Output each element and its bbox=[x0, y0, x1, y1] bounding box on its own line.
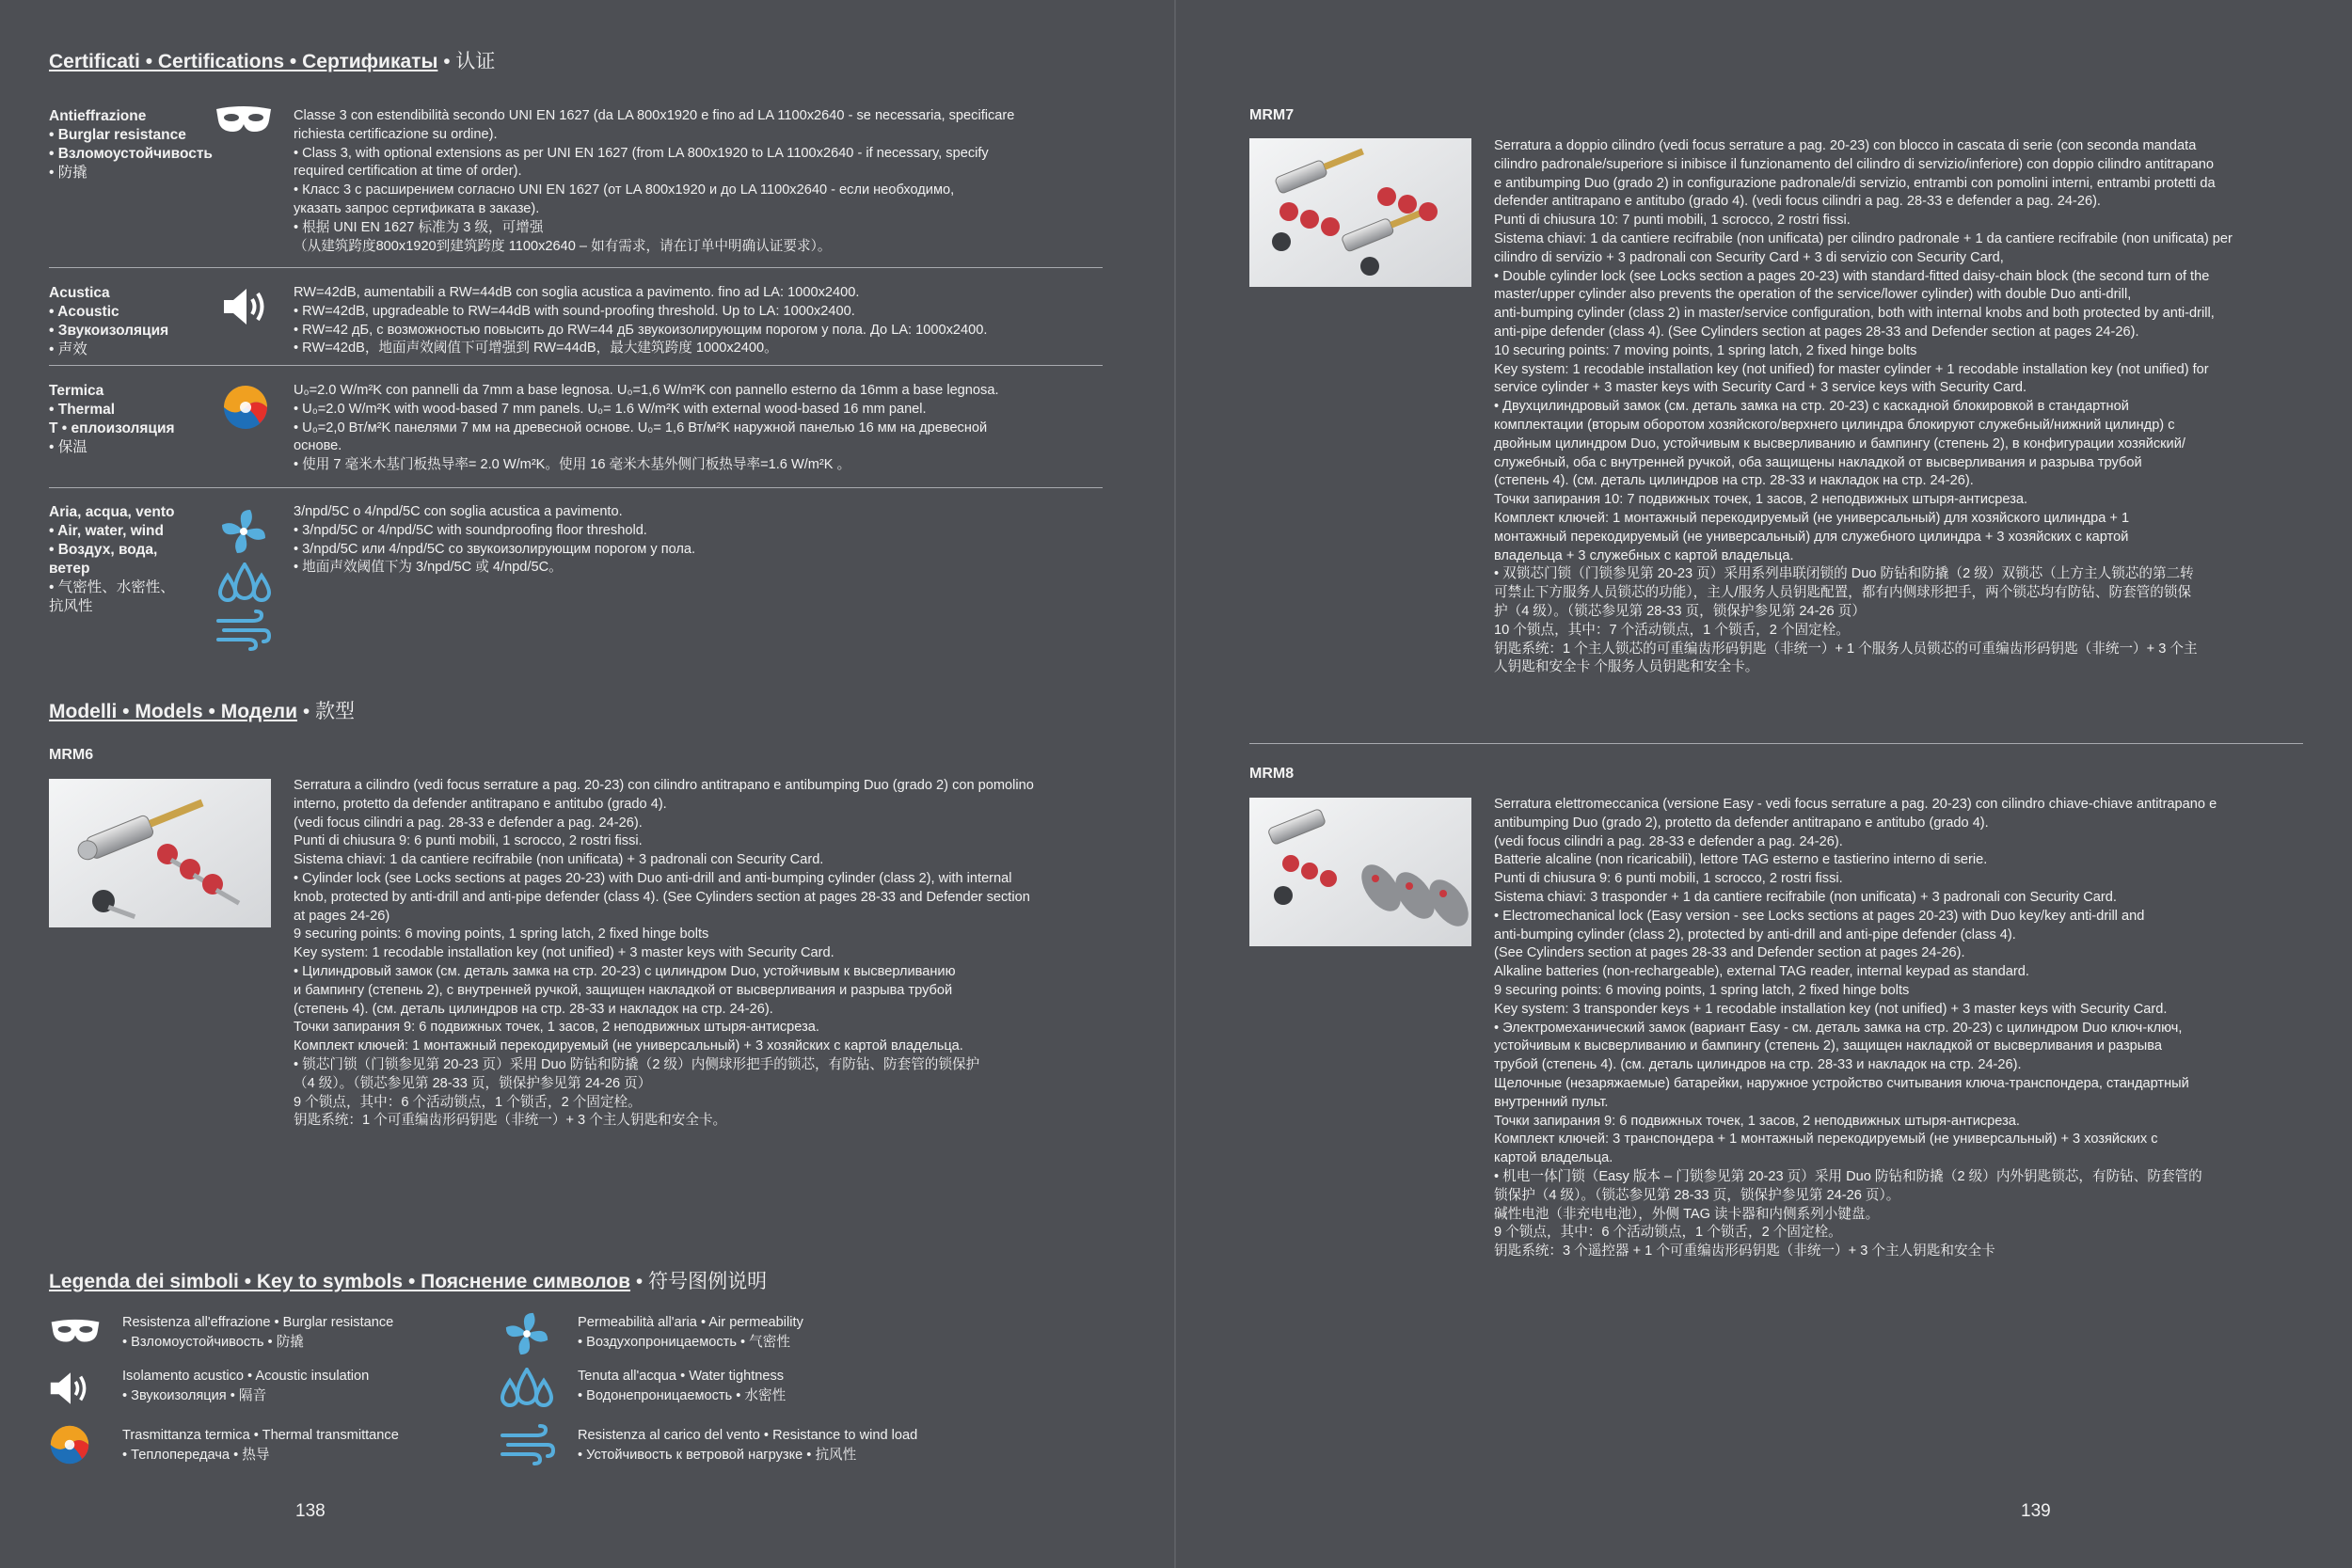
mrm6-product-photo bbox=[49, 779, 271, 927]
mrm8-description: Serratura elettromeccanica (versione Easy - vedi focus serrature a pag. 20-23) con cilindro chiave-chiave antitrapano e antibumping Duo (grado 2), protetto da defender antitrapano e antitubo (grado 4). (vedi focus cilindri a pag. 28-33 e defender a pag. 24-26). Batterie alcaline (non ricaricabili), lettore TAG esterno e tastierino interno di serie. Punti di chiusura 9: 6 punti mobili, 1 scrocco, 2 rostri fissi. Sistema chiavi: 3 trasponder + 1 da cantiere recifrabile (non unificata) + 3 padronali con Security Card. • Electromechanical lock (Easy version - see Locks sections at pages 20-23) with Duo key/key anti-drill and anti-bumping cylinder (class 2), protected by anti-drill and anti-pipe defender (class 4). (See Cylinders section at pages 28-33 and Defender section at pages 24-26). Alkaline batteries (non-rechargeable), external TAG reader, internal keypad as standard. 9 securing points: 6 moving points, 1 spring latch, 2 fixed hinge bolts Key system: 3 transponder keys + 1 recodable installation key (not unified) + 3 master keys with Security Card. • Электромеханический замок (вариант Easy - см. деталь замка на стр. 20-23) с цилиндром Duo ключ-ключ, устойчивым к высверливанию и бампингу (степень 2), защищен накладкой от высверливания и разрыва трубой (степень 4). (см. деталь цилиндров на стр. 28-33 и накладок на стр. 24-26). Щелочные (незаряжаемые) батарейки, наружное устройство считывания ключа-транспондера, стандартный внутренний пульт. Точки запирания 9: 6 подвижных точек, 1 засов, 2 неподвижных штыря-антисреза. Комплект ключей: 3 транспондера + 1 монтажный перекодируемый (не универсальный) + 3 хозяйских с картой владельца. • 机电一体门锁（Easy 版本 – 门锁参见第 20-23 页）采用 Duo 防钻和防撬（2 级）内外钥匙锁芯，有防钻、防套管的 锁保护（4 级）。（锁芯参见第 28-33 页，锁保护参见第 24-26 页）。 碱性电池（非充电电池），外侧 TAG 读卡器和内侧系列小键盘。 9 个锁点，其中：6 个活动锁点，1 个锁舌，2 个固定栓。 钥匙系统：3 个遥控器 + 1 个可重编齿形码钥匙（非统一）+ 3 个主人钥匙和安全卡 bbox=[1494, 797, 2217, 1259]
water-drops-icon bbox=[501, 1368, 553, 1409]
prop-text-burglar: Classe 3 con estendibilità secondo UNI EN 1627 (da LA 800x1920 e fino ad LA 1100x2640 - se necessaria, specificare richiesta certificazione su ordine). • Class 3, with optional extensions as per UNI EN 1627 (from LA 800x1920 to LA 1100x2640 - if necessary, specify required certification at time of order). • Класс 3 с расширением согласно UNI EN 1627 (от LA 800x1920 и до LA 1100x2640 - если необходимо, указать запрос сертификата в заказе). • 根据 UNI EN 1627 标准为 3 级，可增强 （从建筑跨度800x1920到建筑跨度 1100x2640 – 如有需求，请在订单中明确认证要求）。 bbox=[294, 108, 1015, 254]
prop-label-burglar bbox=[49, 107, 213, 182]
model-name-mrm8: MRM8 bbox=[1249, 766, 1295, 782]
legend-title-text: Legenda dei simboli • Key to symbols • Пояснение символов bbox=[49, 1271, 631, 1292]
wind-icon bbox=[499, 1424, 555, 1465]
prop-label-bold: Antieffrazione • Burglar resistance • Взломоустойчивость bbox=[49, 108, 213, 162]
thermal-swirl-icon bbox=[222, 384, 269, 431]
models-title-text: Modelli • Models • Модели bbox=[49, 701, 298, 722]
prop-label-thermal bbox=[49, 382, 175, 457]
divider bbox=[49, 365, 1103, 366]
divider bbox=[49, 267, 1103, 268]
legend-item-burglar: Resistenza all'effrazione • Burglar resistance • Взломоустойчивость • 防撬 bbox=[122, 1315, 394, 1350]
prop-label-air-water-wind bbox=[49, 503, 175, 616]
legend-title bbox=[49, 1266, 767, 1294]
mask-icon bbox=[49, 1319, 102, 1345]
speaker-icon bbox=[49, 1370, 92, 1407]
prop-label-acoustic bbox=[49, 284, 168, 359]
fan-icon bbox=[218, 506, 269, 557]
thermal-swirl-icon bbox=[49, 1424, 90, 1465]
mrm7-product-photo bbox=[1249, 138, 1471, 287]
prop-label-cn: • 气密性、水密性、 抗风性 bbox=[49, 579, 175, 614]
divider bbox=[1249, 743, 2303, 744]
certifications-title-cn: • 认证 bbox=[443, 51, 496, 72]
prop-text-thermal: U₀=2.0 W/m²K con pannelli da 7mm a base legnosa. U₀=1,6 W/m²K con pannello esterno da 16mm a base legnosa. • U₀=2.0 W/m²K with wood-based 7 mm panels. U₀= 1.6 W/m²K with external wood-based 16 mm panel. • U₀=2,0 Вт/м²K панелями 7 мм на древесной основе. U₀= 1,6 Вт/м²K наружной панелью 16 мм на древесной основе. • 使用 7 毫米木基门板热导率= 2.0 W/m²K。使用 16 毫米木基外侧门板热导率=1.6 W/m²K 。 bbox=[294, 383, 999, 473]
legend-item-air: Permeabilità all'aria • Air permeability • Воздухопроницаемость • 气密性 bbox=[578, 1315, 803, 1350]
page-number: 139 bbox=[2021, 1501, 2051, 1521]
fan-icon bbox=[502, 1309, 551, 1358]
legend-item-water: Tenuta all'acqua • Water tightness • Водонепроницаемость • 水密性 bbox=[578, 1369, 787, 1403]
legend-item-wind: Resistenza al carico del vento • Resistance to wind load • Устойчивость к ветровой нагрузке • 抗风性 bbox=[578, 1428, 918, 1463]
legend-title-cn: • 符号图例说明 bbox=[635, 1271, 768, 1292]
mrm7-description: Serratura a doppio cilindro (vedi focus serrature a pag. 20-23) con blocco in cascata di serie (con seconda mandata cilindro padronale/superiore si inibisce il funzionamento del cilindro di servizio/inferiore) con doppio cilindro antitrapano e antibumping Duo (grado 2) in configurazione padronale/di servizio, entrambi con pomolini interni, entrambi protetti da defender antitrapano e antitubo (grado 4). (vedi focus cilindri a pag. 28-33 e defender a pag. 24-26). Punti di chiusura 10: 7 punti mobili, 1 scrocco, 2 rostri fissi. Sistema chiavi: 1 da cantiere recifrabile (non unificata) per cilindro padronale + 1 da cantiere recifrabile (non unificata) per cilindro di servizio + 3 padronali con Security Card + 3 di servizio con Security Card, • Double cylinder lock (see Locks section a pages 20-23) with standard-fitted daisy-chain block (the second turn of the master/upper cylinder also prevents the operation of the service/lower cylinder) with double Duo anti-drill, anti-bumping cylinder (class 2) in master/service configuration, both with internal knobs and both protected by anti-drill, anti-pipe defender (class 4). (See Cylinders section at pages 28-33 and Defender section at pages 24-26). 10 securing points: 7 moving points, 1 spring latch, 2 fixed hinge bolts Key system: 1 recodable installation key (not unified) for master cylinder + 1 recodable installation key (not unified) for service cylinder + 3 master keys with Security Card + 3 service keys with Security Card. • Двухцилиндровый замок (см. деталь замка на стр. 20-23) с каскадной блокировкой в стандартной комплектации (вторым оборотом хозяйского/верхнего цилиндра блокируют служебный/нижний цилиндр) с двойным цилиндром Duo, устойчивым к высверливанию и бампингу (степень 2), в конфигурации хозяйский/ служебный, оба с внутренней ручкой, оба защищены накладкой от высверливания и разрыва трубой (степень 4). (см. деталь цилиндров на стр. 28-33 и накладок на стр. 24-26). Точки запирания 10: 7 подвижных точек, 1 засов, 2 неподвижных штыря-антисреза. Комплект ключей: 1 монтажный перекодируемый (не универсальный) для хозяйского цилиндра + 1 монтажный перекодируемый (не универсальный) для служебного цилиндра + 3 хозяйских с картой владельца + 3 служебных с картой владельца. • 双锁芯门锁（门锁参见第 20-23 页）采用系列串联闭锁的 Duo 防钻和防撬（2 级）双锁芯（上方主人锁芯的第二转 可禁止下方服务人员锁芯的功能），主人/服务人员钥匙配置，都有内侧球形把手，两个锁芯均有防钻、防套管的锁保 护（4 级）。（锁芯参见第 28-33 页，锁保护参见第 24-26 页） 10 个锁点，其中：7 个活动锁点，1 个锁舌，2 个固定栓。 钥匙系统：1 个主人锁芯的可重编齿形码钥匙（非统一）+ 1 个服务人员锁芯的可重编齿形码钥匙（非统一）+ 3 个主 人钥匙和安全卡 个服务人员钥匙和安全卡。 bbox=[1494, 138, 2233, 675]
page-number: 138 bbox=[295, 1501, 326, 1521]
water-drops-icon bbox=[218, 562, 271, 604]
prop-text-acoustic: RW=42dB, aumentabili a RW=44dB con soglia acustica a pavimento. fino ad LA: 1000x2400. • RW=42dB, upgradeable to RW=44dB with sound-proofing threshold. Up to LA: 1000x2400. • RW=42 дБ, с возможностью повысить до RW=44 дБ звукоизолирующим порогом у пола. До LA: 1000x2400. • RW=42dB，地面声效阈值下可增强到 RW=44dB，最大建筑跨度 1000x2400。 bbox=[294, 285, 988, 356]
wind-icon bbox=[215, 610, 271, 651]
prop-label-bold: Termica • Thermal Т • еплоизоляция bbox=[49, 383, 175, 436]
model-name-mrm7: MRM7 bbox=[1249, 107, 1295, 123]
right-page bbox=[1176, 0, 2352, 1568]
legend-item-thermal: Trasmittanza termica • Thermal transmittance • Теплопередача • 热导 bbox=[122, 1428, 399, 1463]
left-page bbox=[0, 0, 1174, 1568]
certifications-title bbox=[49, 46, 495, 74]
mask-icon bbox=[215, 105, 273, 135]
mrm8-product-photo bbox=[1249, 798, 1471, 946]
mrm6-description: Serratura a cilindro (vedi focus serrature a pag. 20-23) con cilindro antitrapano e antibumping Duo (grado 2) con pomolino interno, protetto da defender antitrapano e antitubo (grado 4). (vedi focus cilindri a pag. 28-33 e defender a pag. 24-26). Punti di chiusura 9: 6 punti mobili, 1 scrocco, 2 rostri fissi. Sistema chiavi: 1 da cantiere recifrabile (non unificata) + 3 padronali con Security Card. • Cylinder lock (see Locks sections at pages 20-23) with Duo anti-drill and anti-bumping cylinder (class 2), with internal knob, protected by anti-drill and anti-pipe defender (class 4). (See Cylinders section at pages 28-33 and Defender section at pages 24-26) 9 securing points: 6 moving points, 1 spring latch, 2 fixed hinge bolts Key system: 1 recodable installation key (not unified) + 3 master keys with Security Card. • Цилиндровый замок (см. деталь замка на стр. 20-23) с цилиндром Duo, устойчивым к высверливанию и бампингу (степень 2), с внутренней ручкой, защищен накладкой от высверливания и разрыва трубой (степень 4). (см. деталь цилиндров на стр. 28-33 и накладок на стр. 24-26). Точки запирания 9: 6 подвижных точек, 1 засов, 2 неподвижных штыря-антисреза. Комплект ключей: 1 монтажный перекодируемый (не универсальный) + 3 хозяйских с картой владельца. • 锁芯门锁（门锁参见第 20-23 页）采用 Duo 防钻和防撬（2 级）内侧球形把手的锁芯，有防钻、防套管的锁保护 （4 级）。（锁芯参见第 28-33 页，锁保护参见第 24-26 页） 9 个锁点，其中：6 个活动锁点，1 个锁舌，2 个固定栓。 钥匙系统：1 个可重编齿形码钥匙（非统一）+ 3 个主人钥匙和安全卡。 bbox=[294, 778, 1034, 1129]
prop-text-air-water-wind: 3/npd/5C o 4/npd/5C con soglia acustica a pavimento. • 3/npd/5C or 4/npd/5C with soundproofing floor threshold. • 3/npd/5C или 4/npd/5C со звукоизолирующим порогом у пола. • 地面声效阈值下为 3/npd/5C 或 4/npd/5C。 bbox=[294, 504, 696, 576]
speaker-icon bbox=[222, 286, 271, 327]
certifications-title-text: Certificati • Certifications • Сертификаты bbox=[49, 51, 438, 72]
legend-item-acoustic: Isolamento acustico • Acoustic insulation • Звукоизоляция • 隔音 bbox=[122, 1369, 370, 1403]
divider bbox=[49, 487, 1103, 488]
models-title bbox=[49, 696, 355, 724]
models-title-cn: • 款型 bbox=[302, 701, 356, 722]
prop-label-bold: Acustica • Acoustic • Звукоизоляция bbox=[49, 285, 169, 339]
prop-label-cn: • 保温 bbox=[49, 439, 87, 455]
prop-label-cn: • 防撬 bbox=[49, 165, 87, 181]
prop-label-bold: Aria, acqua, vento • Air, water, wind • Воздух, вода, ветер bbox=[49, 504, 175, 577]
model-name-mrm6: MRM6 bbox=[49, 747, 94, 763]
prop-label-cn: • 声效 bbox=[49, 341, 87, 357]
